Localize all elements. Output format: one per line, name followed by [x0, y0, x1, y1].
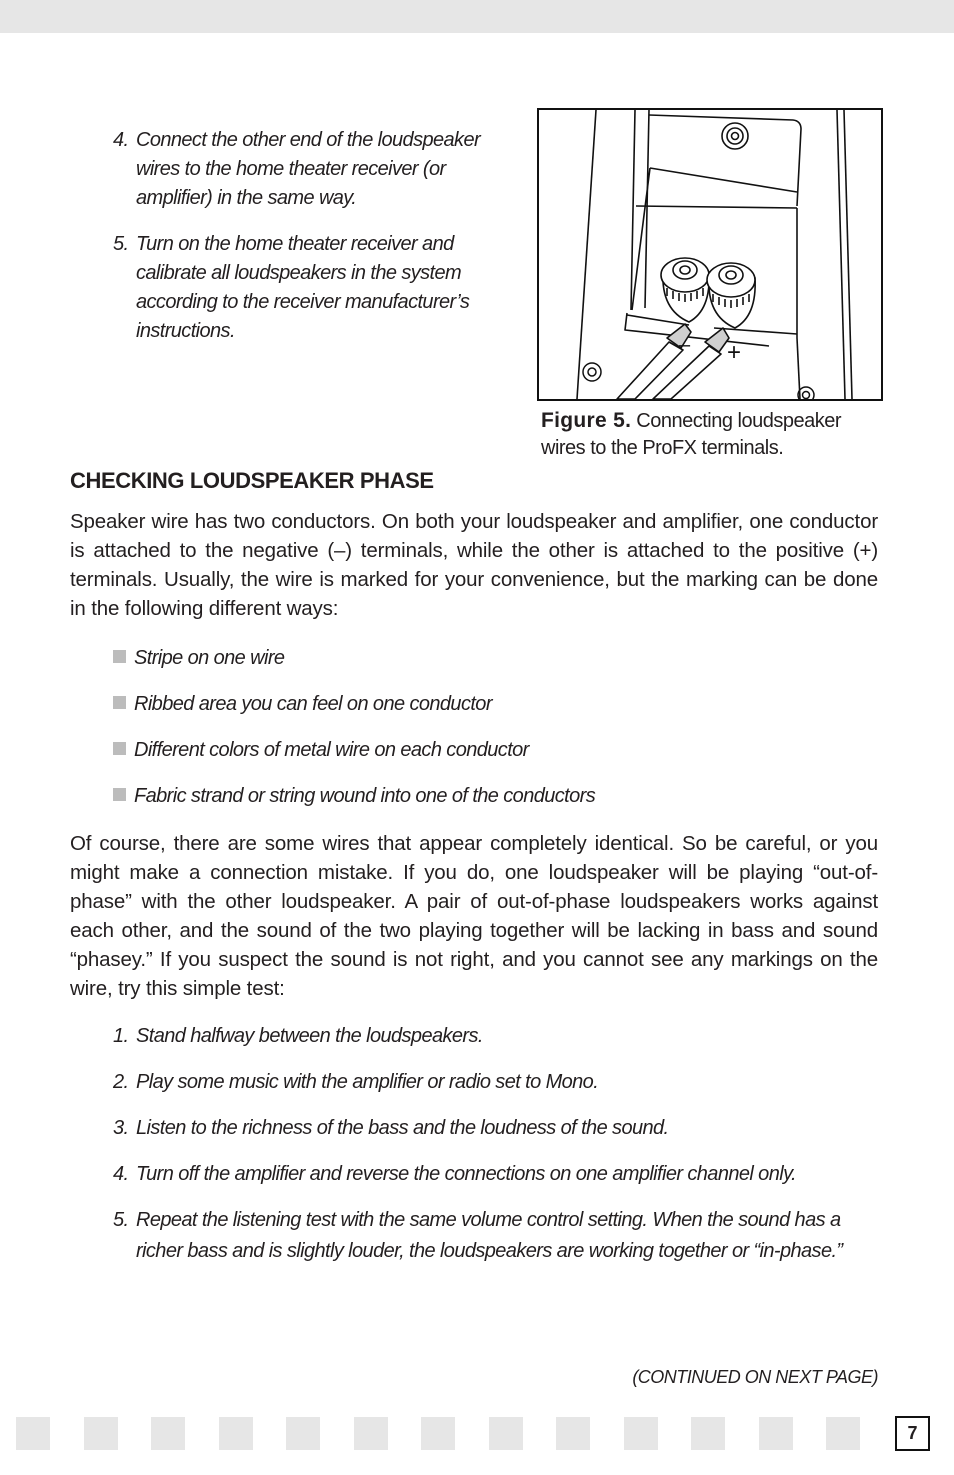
top-band	[0, 0, 954, 33]
footer-square	[759, 1417, 793, 1450]
bullet-square-icon	[113, 788, 126, 801]
bullet-square-icon	[113, 696, 126, 709]
footer-square	[826, 1417, 860, 1450]
bullet-text: Stripe on one wire	[134, 647, 285, 669]
figure-5-illustration	[537, 108, 883, 401]
binding-post-negative-icon	[661, 258, 709, 322]
step-item	[113, 230, 513, 346]
step-text: Turn off the amplifier and reverse the connections on one amplifier channel only.	[136, 1163, 796, 1185]
step-item	[113, 1113, 883, 1144]
binding-post-positive-icon	[707, 263, 755, 328]
bullet-square-icon	[113, 742, 126, 755]
bullet-item	[113, 780, 833, 826]
step-number: 2.	[113, 1071, 129, 1093]
bullet-text: Fabric strand or string wound into one of the conductors	[134, 785, 596, 807]
footer-square	[421, 1417, 455, 1450]
footer-square	[16, 1417, 50, 1450]
footer-square	[219, 1417, 253, 1450]
step-item	[113, 1021, 883, 1052]
footer-square	[489, 1417, 523, 1450]
step-number: 5.	[113, 1209, 129, 1231]
step-number: 4.	[113, 129, 129, 151]
bullet-item	[113, 688, 833, 734]
figure-caption-text: Connecting loudspeaker wires to the ProFX terminals.	[541, 410, 841, 459]
step-text: Play some music with the amplifier or radio set to Mono.	[136, 1071, 599, 1093]
bullet-item	[113, 642, 833, 688]
step-number: 1.	[113, 1025, 129, 1047]
bullet-list	[113, 642, 833, 826]
step-text: Repeat the listening test with the same volume control setting. When the sound has a richer bass and is slightly louder, the loudspeakers are working together or “in-phase.”	[136, 1209, 843, 1262]
mount-screw-top-icon	[722, 123, 748, 149]
body-paragraph-1: Speaker wire has two conductors. On both your loudspeaker and amplifier, one conductor is attached to the negative (–) terminals, while the other is attached to the positive (+) terminals. Usually, the wire is marked for your convenience, but the marking can be done in the following different ways:	[70, 510, 878, 620]
bullet-square-icon	[113, 650, 126, 663]
step-number: 3.	[113, 1117, 129, 1139]
steps-top-list	[113, 126, 513, 363]
figure-plus-sign: +	[727, 339, 742, 366]
footer-square	[84, 1417, 118, 1450]
step-item	[113, 1067, 883, 1098]
step-item	[113, 126, 513, 213]
footer-square	[286, 1417, 320, 1450]
step-text: Turn on the home theater receiver and calibrate all loudspeakers in the system according to the receiver manufacturer’s instructions.	[136, 233, 470, 342]
step-item	[113, 1159, 883, 1190]
section-heading: CHECKING LOUDSPEAKER PHASE	[70, 468, 434, 493]
step-item	[113, 1205, 883, 1267]
page-number: 7	[895, 1416, 930, 1451]
step-text: Stand halfway between the loudspeakers.	[136, 1025, 483, 1047]
footer-square	[151, 1417, 185, 1450]
step-text: Connect the other end of the loudspeaker wires to the home theater receiver (or amplifier) in the same way.	[136, 129, 481, 209]
step-text: Listen to the richness of the bass and the loudness of the sound.	[136, 1117, 669, 1139]
bullet-text: Different colors of metal wire on each conductor	[134, 739, 529, 761]
footer-square	[354, 1417, 388, 1450]
body-paragraph-2: Of course, there are some wires that appear completely identical. So be careful, or you might make a connection mistake. If you do, one loudspeaker will be playing “out-of-phase” with the other loudspeaker. A pair of out-of-phase loudspeakers works against each other, and the sound of the two playing together will be lacking in bass and sound “phasey.” If you suspect the sound is not right, and you cannot see any markings on the wire, try this simple test:	[70, 832, 878, 1000]
bullet-item	[113, 734, 833, 780]
footer-decoration	[16, 1417, 876, 1450]
step-number: 4.	[113, 1163, 129, 1185]
speaker-wire-icon	[617, 324, 729, 399]
figure-minus-sign: –	[679, 334, 691, 356]
phase-test-steps	[113, 1021, 883, 1282]
continued-note: (CONTINUED ON NEXT PAGE)	[632, 1367, 878, 1387]
figure-caption	[541, 407, 871, 462]
footer-square	[691, 1417, 725, 1450]
figure-label: Figure 5.	[541, 409, 632, 432]
footer-square	[624, 1417, 658, 1450]
footer-square	[556, 1417, 590, 1450]
step-number: 5.	[113, 233, 129, 255]
bullet-text: Ribbed area you can feel on one conductor	[134, 693, 492, 715]
